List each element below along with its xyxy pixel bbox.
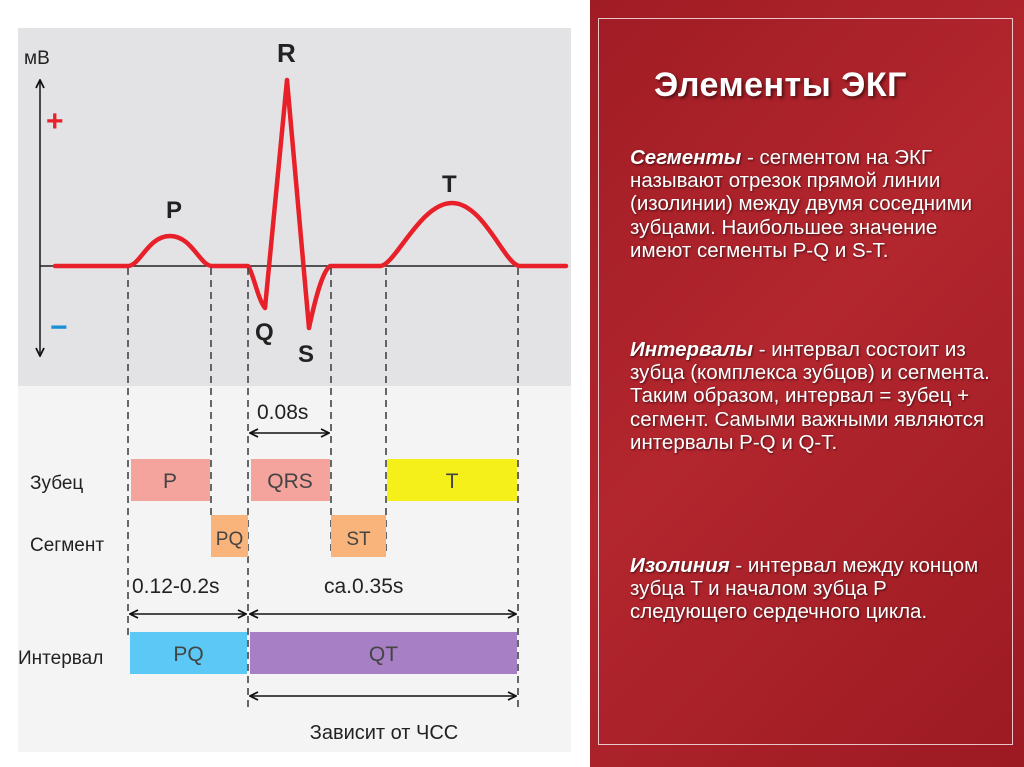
description-panel: [590, 0, 1024, 767]
svg-text:ST: ST: [346, 529, 371, 550]
svg-text:P: P: [162, 470, 178, 493]
wave-bar-p: [131, 459, 210, 501]
paragraph-isoline: [630, 554, 1000, 624]
plus-sign: +: [46, 105, 64, 138]
text-isoline: - интервал между концом зубца T и началом зубца P следующего сердечного цикла.: [630, 554, 979, 624]
y-axis-unit-label: мВ: [24, 48, 50, 69]
qt-duration-label: ca.0.35s: [324, 575, 404, 598]
interval-bar-qt: [250, 632, 517, 674]
svg-text:PQ: PQ: [215, 529, 244, 550]
ecg-plot-background: [18, 28, 571, 386]
text-segments: - сегментом на ЭКГ называют отрезок прямой линии (изолинии) между двумя соседними зубцами. Наибольшее значение имеют сегменты P-Q и S-T.: [630, 146, 973, 262]
term-isoline: Изолиния: [630, 554, 730, 577]
text-intervals: - интервал состоит из зубца (комплекса зубцов) и сегмента. Таким образом, интервал = зубец + сегмент. Самыми важными являются интервалы P-Q и Q-T.: [630, 338, 990, 454]
minus-sign: −: [50, 311, 68, 344]
term-intervals: Интервалы: [630, 338, 754, 361]
qt-note-label: Зависит от ЧСС: [309, 722, 459, 744]
term-segments: Сегменты: [630, 146, 742, 169]
pq-duration-label: 0.12-0.2s: [132, 575, 220, 598]
svg-text:PQ: PQ: [173, 643, 204, 666]
wave-label-p: P: [166, 197, 183, 224]
row-label-segment: Сегмент: [30, 535, 105, 556]
paragraph-intervals: [630, 338, 1000, 454]
qrs-duration-label: 0.08s: [257, 401, 309, 424]
row-label-interval: Интервал: [18, 648, 104, 669]
svg-text:QT: QT: [368, 643, 399, 666]
wave-label-t: T: [442, 171, 457, 198]
panel-title: Элементы ЭКГ: [654, 66, 907, 104]
segment-bar-st: [331, 515, 386, 557]
wave-bar-t: [387, 459, 517, 501]
segment-bar-pq: [211, 515, 248, 557]
wave-label-q: Q: [255, 319, 274, 346]
wave-label-r: R: [277, 38, 296, 68]
svg-text:T: T: [445, 470, 459, 493]
interval-bar-pq: [130, 632, 247, 674]
wave-bar-qrs: [251, 459, 330, 501]
wave-label-s: S: [298, 341, 315, 368]
svg-text:QRS: QRS: [267, 470, 313, 493]
lower-panel-background: [18, 386, 571, 752]
paragraph-segments: [630, 146, 1000, 262]
row-label-wave: Зубец: [30, 473, 84, 494]
